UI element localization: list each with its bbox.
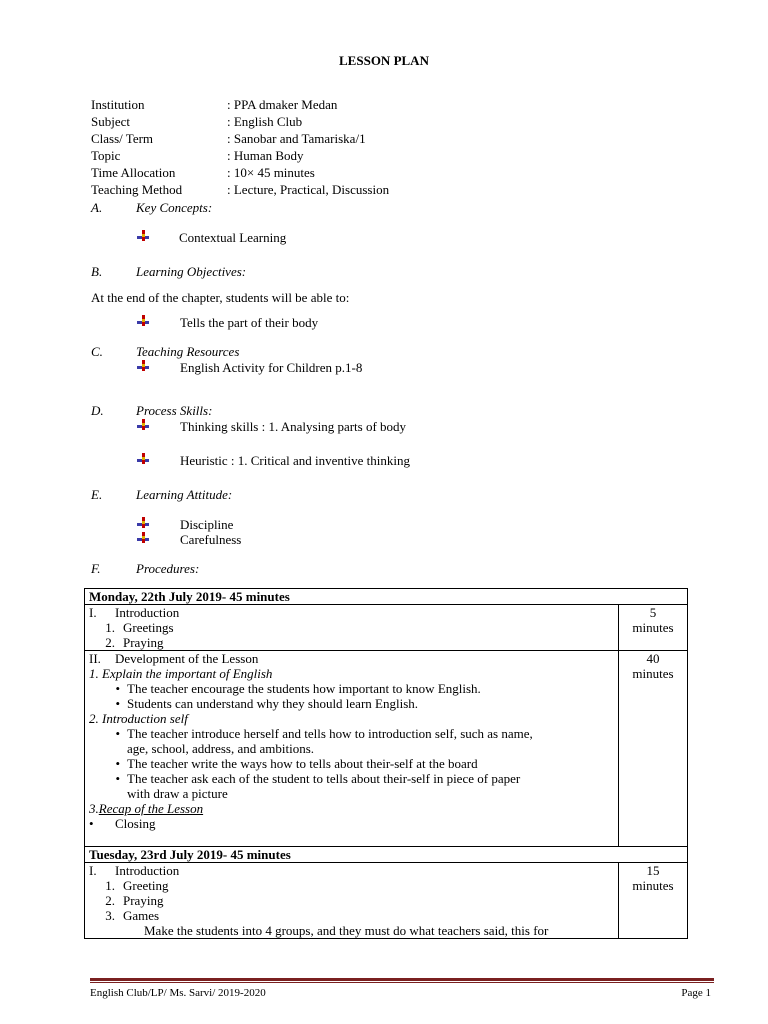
activity-cell	[85, 651, 619, 847]
footer-left: English Club/LP/ Ms. Sarvi/ 2019-2020	[90, 987, 266, 999]
attitude-item: Carefulness	[180, 532, 242, 547]
section-c-letter: C.	[91, 344, 103, 359]
section-b-title: Learning Objectives:	[136, 264, 247, 279]
day-header-text: Tuesday, 23rd July 2019- 45 minutes	[89, 847, 291, 862]
process-skill-item: Heuristic : 1. Critical and inventive thinking	[180, 453, 410, 468]
section-f-letter: F.	[91, 561, 101, 576]
page-title: LESSON PLAN	[339, 53, 429, 68]
time-value: 40	[646, 651, 660, 666]
day-header	[85, 589, 688, 605]
procedures-table	[84, 588, 688, 939]
time-unit: minutes	[632, 620, 674, 635]
section-e-letter: E.	[91, 487, 103, 502]
list-item: Greetings	[123, 620, 174, 635]
info-label-class-term: Class/ Term	[91, 131, 154, 146]
footer-divider	[90, 978, 714, 981]
table-row	[85, 605, 688, 651]
list-item: The teacher encourage the students how important to know English.	[127, 681, 481, 696]
item-number: 3.	[105, 908, 115, 923]
subsection-title: Recap of the Lesson	[98, 801, 204, 816]
time-cell	[619, 605, 688, 651]
bullet-icon	[137, 230, 149, 242]
info-value-topic: : Human Body	[227, 148, 304, 163]
bullet-icon: •	[115, 756, 120, 771]
stage-label: Introduction	[115, 863, 180, 878]
table-row	[85, 863, 688, 939]
list-item: Games	[123, 908, 160, 923]
resource-item: English Activity for Children p.1-8	[180, 360, 363, 375]
section-a-title: Key Concepts:	[136, 200, 213, 215]
list-item: Students can understand why they should learn English.	[127, 696, 419, 711]
activity-note: Make the students into 4 groups, and they must do what teachers said, this for	[144, 923, 549, 938]
section-c-title: Teaching Resources	[136, 344, 240, 359]
time-unit: minutes	[632, 878, 674, 893]
objective-item: Tells the part of their body	[180, 315, 319, 330]
info-value-subject: : English Club	[227, 114, 303, 129]
subsection-number: 3.	[89, 801, 99, 816]
info-label-institution: Institution	[91, 97, 145, 112]
section-f-title: Procedures:	[136, 561, 200, 576]
item-number: 1.	[105, 878, 115, 893]
section-d-letter: D.	[91, 403, 104, 418]
attitude-item: Discipline	[180, 517, 234, 532]
info-label-teaching-method: Teaching Method	[91, 182, 183, 197]
info-value-class-term: : Sanobar and Tamariska/1	[227, 131, 366, 146]
time-cell	[619, 651, 688, 847]
time-cell	[619, 863, 688, 939]
key-concept-item: Contextual Learning	[179, 230, 287, 245]
bullet-icon	[137, 419, 149, 431]
info-value-time-allocation: : 10× 45 minutes	[227, 165, 315, 180]
section-a-letter: A.	[91, 200, 103, 215]
bullet-icon: •	[115, 726, 120, 741]
activity-cell	[85, 605, 619, 651]
info-label-subject: Subject	[91, 114, 130, 129]
info-label-time-allocation: Time Allocation	[91, 165, 176, 180]
stage-label: Introduction	[115, 605, 180, 620]
info-label-topic: Topic	[91, 148, 121, 163]
activity-cell	[85, 863, 619, 939]
table-row	[85, 589, 688, 605]
time-value: 5	[649, 605, 657, 620]
table-row	[85, 847, 688, 863]
section-e-title: Learning Attitude:	[136, 487, 233, 502]
info-value-institution: : PPA dmaker Medan	[227, 97, 338, 112]
bullet-icon: •	[89, 816, 94, 831]
table-row	[85, 651, 688, 847]
bullet-icon	[137, 315, 149, 327]
item-number: 2.	[105, 893, 115, 908]
bullet-icon	[137, 517, 149, 529]
bullet-icon	[137, 360, 149, 372]
list-item: The teacher write the ways how to tells about their-self at the board	[127, 756, 478, 771]
section-d-title: Process Skills:	[136, 403, 213, 418]
list-item: Praying	[123, 635, 164, 650]
day-header-text: Monday, 22th July 2019- 45 minutes	[89, 589, 290, 604]
page-number: Page 1	[681, 987, 711, 999]
process-skill-item: Thinking skills : 1. Analysing parts of body	[180, 419, 407, 434]
list-item: The teacher introduce herself and tells how to introduction self, such as name,	[127, 726, 533, 741]
roman-numeral: I.	[89, 863, 97, 878]
subsection-title: 1. Explain the important of English	[89, 666, 273, 681]
list-item: Praying	[123, 893, 164, 908]
list-item: Closing	[115, 816, 156, 831]
objectives-intro: At the end of the chapter, students will be able to:	[91, 290, 350, 305]
roman-numeral: II.	[89, 651, 101, 666]
list-item-continuation: with draw a picture	[127, 786, 228, 801]
section-b-letter: B.	[91, 264, 103, 279]
bullet-icon: •	[115, 771, 120, 786]
day-header	[85, 847, 688, 863]
list-item: The teacher ask each of the student to tells about their-self in piece of paper	[127, 771, 521, 786]
bullet-icon	[137, 453, 149, 465]
roman-numeral: I.	[89, 605, 97, 620]
time-unit: minutes	[632, 666, 674, 681]
stage-label: Development of the Lesson	[115, 651, 259, 666]
footer-divider	[90, 982, 714, 983]
time-value: 15	[646, 863, 660, 878]
info-value-teaching-method: : Lecture, Practical, Discussion	[227, 182, 390, 197]
item-number: 2.	[105, 635, 115, 650]
item-number: 1.	[105, 620, 115, 635]
list-item-continuation: age, school, address, and ambitions.	[127, 741, 315, 756]
bullet-icon: •	[115, 696, 120, 711]
subsection-title: 2. Introduction self	[89, 711, 188, 726]
bullet-icon: •	[115, 681, 120, 696]
bullet-icon	[137, 532, 149, 544]
list-item: Greeting	[123, 878, 169, 893]
